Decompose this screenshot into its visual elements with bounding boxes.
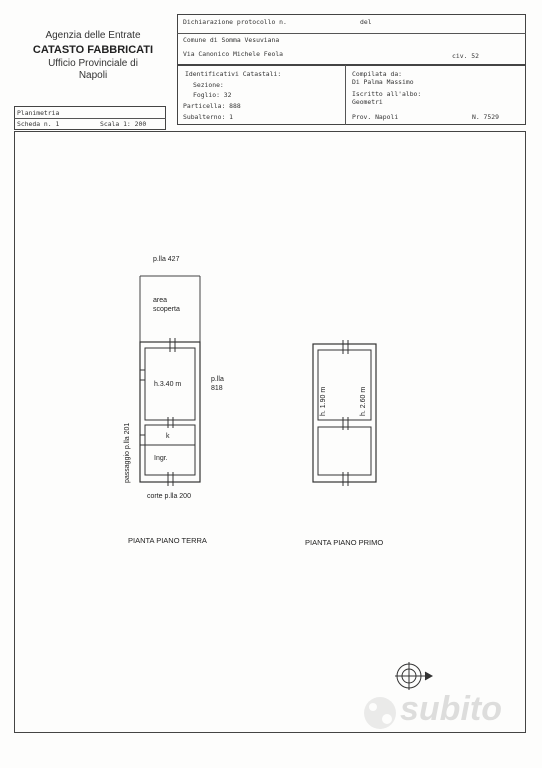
scala-text: Scala 1: 200 (100, 120, 147, 128)
particella-text: Particella: 888 (183, 102, 241, 110)
scoperta-label: scoperta (153, 306, 180, 313)
albo-text: Geometri (352, 98, 383, 106)
height-190-label: h. 1.90 m (320, 386, 327, 416)
civic-number: civ. 52 (452, 52, 479, 60)
courtyard-label: corte p.lla 200 (147, 493, 191, 500)
office-line: Ufficio Provinciale di (48, 58, 138, 69)
kitchen-label: k (166, 433, 170, 440)
height-340-label: h.3.40 m (154, 381, 182, 388)
first-floor-title: PIANTA PIANO PRIMO (305, 538, 384, 547)
plot-818-label: 818 (211, 385, 223, 392)
identificativi-title: Identificativi Catastali: (185, 70, 282, 78)
ground-floor-walls (140, 338, 200, 486)
plot-427-label: p.lla 427 (153, 256, 180, 263)
height-260-label: h. 2.60 m (360, 386, 367, 416)
watermark-logo-icon (364, 697, 396, 729)
planimetria-label: Planimetria (17, 109, 60, 117)
prov-text: Prov. Napoli (352, 113, 399, 121)
ground-floor-title: PIANTA PIANO TERRA (128, 536, 207, 545)
north-arrow-icon (395, 662, 432, 690)
foglio-text: Foglio: 32 (193, 91, 232, 99)
compilata-name: Di Palma Massimo (352, 78, 414, 86)
sezione-text: Sezione: (193, 81, 224, 89)
plot-label: p.lla (211, 376, 224, 383)
address-text: Via Canonico Michele Feola (183, 50, 284, 58)
watermark-text: subito (400, 690, 502, 728)
entrance-label: Ingr. (154, 455, 168, 462)
comune-text: Comune di Somma Vesuviana (183, 36, 280, 44)
office-city: Napoli (78, 70, 108, 81)
scheda-text: Scheda n. 1 (17, 120, 60, 128)
catasto-title: CATASTO FABBRICATI (32, 44, 154, 56)
subalterno-text: Subalterno: 1 (183, 113, 234, 121)
iscritto-text: Iscritto all'albo: (352, 90, 422, 98)
compilata-title: Compilata da: (352, 70, 403, 78)
passage-label: passaggio p.lla 201 (124, 422, 131, 483)
protocol-label: Dichiarazione protocollo n. (183, 18, 287, 26)
area-label: area (153, 297, 168, 304)
registration-number: N. 7529 (472, 113, 499, 121)
agency-name: Agenzia delle Entrate (45, 30, 141, 41)
protocol-del: del (360, 18, 372, 26)
